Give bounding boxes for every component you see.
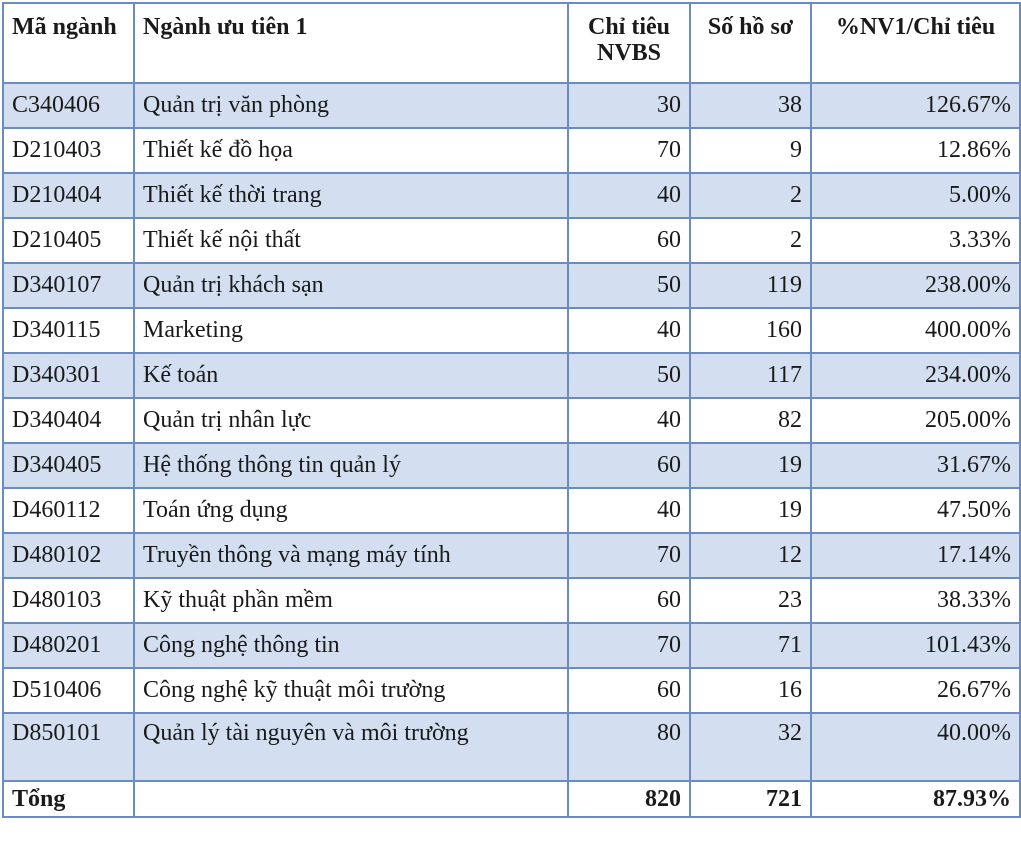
cell-major-name: Quản lý tài nguyên và môi trường: [134, 713, 568, 781]
table-row: [3, 668, 1020, 713]
total-applications: 721: [690, 781, 811, 817]
cell-quota: 70: [568, 623, 690, 668]
cell-applications: 9: [690, 128, 811, 173]
cell-percent: 38.33%: [811, 578, 1020, 623]
cell-quota: 80: [568, 713, 690, 781]
cell-major-name: Quản trị nhân lực: [134, 398, 568, 443]
cell-applications: 16: [690, 668, 811, 713]
cell-quota: 40: [568, 308, 690, 353]
cell-major-name: Hệ thống thông tin quản lý: [134, 443, 568, 488]
cell-code: D480102: [3, 533, 134, 578]
cell-quota: 70: [568, 128, 690, 173]
cell-applications: 119: [690, 263, 811, 308]
cell-quota: 40: [568, 488, 690, 533]
cell-applications: 160: [690, 308, 811, 353]
header-quota: Chỉ tiêu NVBS: [568, 3, 690, 83]
cell-percent: 205.00%: [811, 398, 1020, 443]
cell-major-name: Truyền thông và mạng máy tính: [134, 533, 568, 578]
admissions-table: [2, 2, 1021, 818]
cell-applications: 82: [690, 398, 811, 443]
cell-major-name: Quản trị văn phòng: [134, 83, 568, 128]
cell-major-name: Marketing: [134, 308, 568, 353]
cell-code: D480103: [3, 578, 134, 623]
cell-quota: 60: [568, 668, 690, 713]
header-major: Ngành ưu tiên 1: [134, 3, 568, 83]
cell-quota: 60: [568, 218, 690, 263]
cell-applications: 19: [690, 443, 811, 488]
table-row: [3, 83, 1020, 128]
cell-quota: 60: [568, 578, 690, 623]
total-name-cell: [134, 781, 568, 817]
cell-major-name: Kế toán: [134, 353, 568, 398]
cell-applications: 12: [690, 533, 811, 578]
cell-percent: 47.50%: [811, 488, 1020, 533]
cell-percent: 5.00%: [811, 173, 1020, 218]
cell-quota: 40: [568, 173, 690, 218]
total-percent: 87.93%: [811, 781, 1020, 817]
cell-percent: 101.43%: [811, 623, 1020, 668]
total-quota: 820: [568, 781, 690, 817]
table-row: [3, 263, 1020, 308]
cell-percent: 234.00%: [811, 353, 1020, 398]
total-row: [3, 781, 1020, 817]
table-row: [3, 353, 1020, 398]
cell-quota: 40: [568, 398, 690, 443]
cell-code: D340107: [3, 263, 134, 308]
table-row: [3, 218, 1020, 263]
cell-code: D210404: [3, 173, 134, 218]
cell-code: D510406: [3, 668, 134, 713]
cell-applications: 117: [690, 353, 811, 398]
cell-code: D210403: [3, 128, 134, 173]
cell-quota: 50: [568, 353, 690, 398]
cell-quota: 70: [568, 533, 690, 578]
cell-major-name: Thiết kế nội thất: [134, 218, 568, 263]
table-body: [3, 83, 1020, 781]
table-row: [3, 623, 1020, 668]
table-row: [3, 173, 1020, 218]
cell-percent: 26.67%: [811, 668, 1020, 713]
cell-applications: 2: [690, 173, 811, 218]
cell-code: D340404: [3, 398, 134, 443]
table-footer: [3, 781, 1020, 817]
cell-major-name: Thiết kế đồ họa: [134, 128, 568, 173]
cell-quota: 50: [568, 263, 690, 308]
cell-code: D480201: [3, 623, 134, 668]
cell-code: D340301: [3, 353, 134, 398]
table-row: [3, 398, 1020, 443]
cell-percent: 17.14%: [811, 533, 1020, 578]
cell-code: D460112: [3, 488, 134, 533]
header-percent: %NV1/Chỉ tiêu: [811, 3, 1020, 83]
cell-code: D340115: [3, 308, 134, 353]
cell-code: C340406: [3, 83, 134, 128]
table-row: [3, 308, 1020, 353]
cell-applications: 2: [690, 218, 811, 263]
cell-percent: 12.86%: [811, 128, 1020, 173]
header-row: [3, 3, 1020, 83]
cell-major-name: Quản trị khách sạn: [134, 263, 568, 308]
table-row: [3, 128, 1020, 173]
table-row: [3, 533, 1020, 578]
cell-major-name: Toán ứng dụng: [134, 488, 568, 533]
cell-applications: 38: [690, 83, 811, 128]
cell-major-name: Thiết kế thời trang: [134, 173, 568, 218]
cell-major-name: Kỹ thuật phần mềm: [134, 578, 568, 623]
cell-major-name: Công nghệ kỹ thuật môi trường: [134, 668, 568, 713]
cell-percent: 40.00%: [811, 713, 1020, 781]
table-row: [3, 443, 1020, 488]
cell-code: D340405: [3, 443, 134, 488]
total-label: Tổng: [3, 781, 134, 817]
header-applications: Số hồ sơ: [690, 3, 811, 83]
header-code: Mã ngành: [3, 3, 134, 83]
cell-quota: 60: [568, 443, 690, 488]
cell-quota: 30: [568, 83, 690, 128]
cell-applications: 71: [690, 623, 811, 668]
cell-applications: 19: [690, 488, 811, 533]
cell-percent: 400.00%: [811, 308, 1020, 353]
table-row: [3, 578, 1020, 623]
cell-code: D210405: [3, 218, 134, 263]
cell-code: D850101: [3, 713, 134, 781]
table-row: [3, 488, 1020, 533]
cell-major-name: Công nghệ thông tin: [134, 623, 568, 668]
cell-applications: 23: [690, 578, 811, 623]
table-row: [3, 713, 1020, 781]
cell-percent: 3.33%: [811, 218, 1020, 263]
table-header: [3, 3, 1020, 83]
cell-percent: 238.00%: [811, 263, 1020, 308]
cell-applications: 32: [690, 713, 811, 781]
cell-percent: 126.67%: [811, 83, 1020, 128]
cell-percent: 31.67%: [811, 443, 1020, 488]
